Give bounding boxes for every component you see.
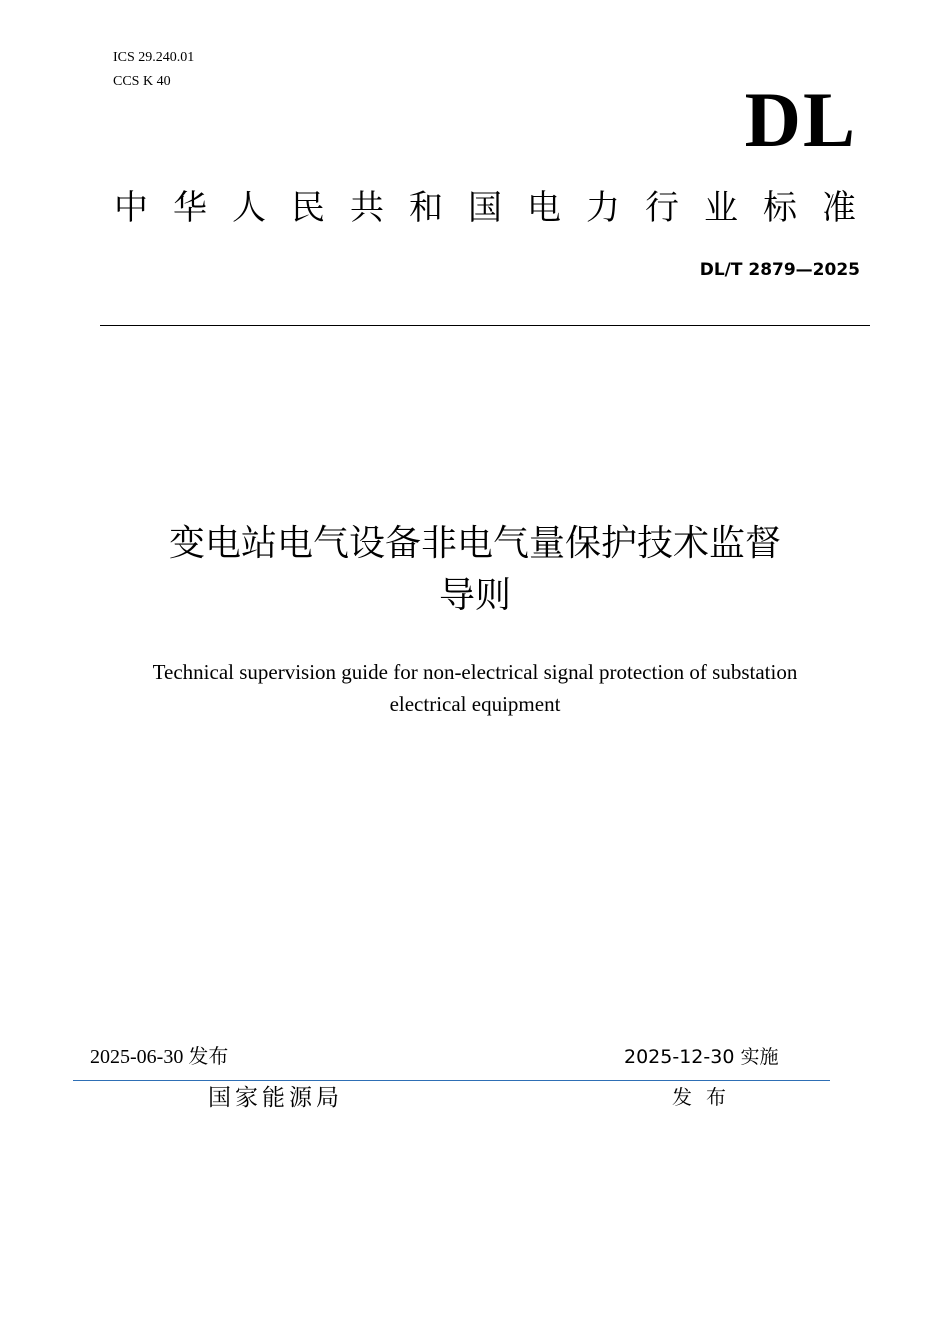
top-divider (100, 325, 870, 326)
standard-code: DL/T 2879—2025 (699, 260, 860, 280)
publish-label: 发布 (672, 1085, 740, 1109)
ccs-code: CCS K 40 (113, 74, 171, 89)
english-title (100, 656, 850, 720)
dl-logo: DL (744, 76, 857, 163)
chinese-title-line1: 变电站电气设备非电气量保护技术监督 (168, 523, 781, 564)
bottom-divider (73, 1080, 830, 1081)
standard-category: 中华人民共和国电力行业标准 (114, 188, 881, 228)
english-title-line2: electrical equipment (389, 692, 561, 716)
english-title-line1: Technical supervision guide for non-electrical signal protection of substation (152, 660, 798, 684)
issue-date: 2025-06-30 发布 (90, 1046, 229, 1068)
chinese-title-line2: 导则 (438, 575, 511, 616)
chinese-title (60, 518, 890, 622)
ics-code: ICS 29.240.01 (113, 50, 195, 65)
issuing-authority: 国家能源局 (208, 1085, 343, 1111)
implementation-date: 2025-12-30 实施 (624, 1046, 779, 1068)
